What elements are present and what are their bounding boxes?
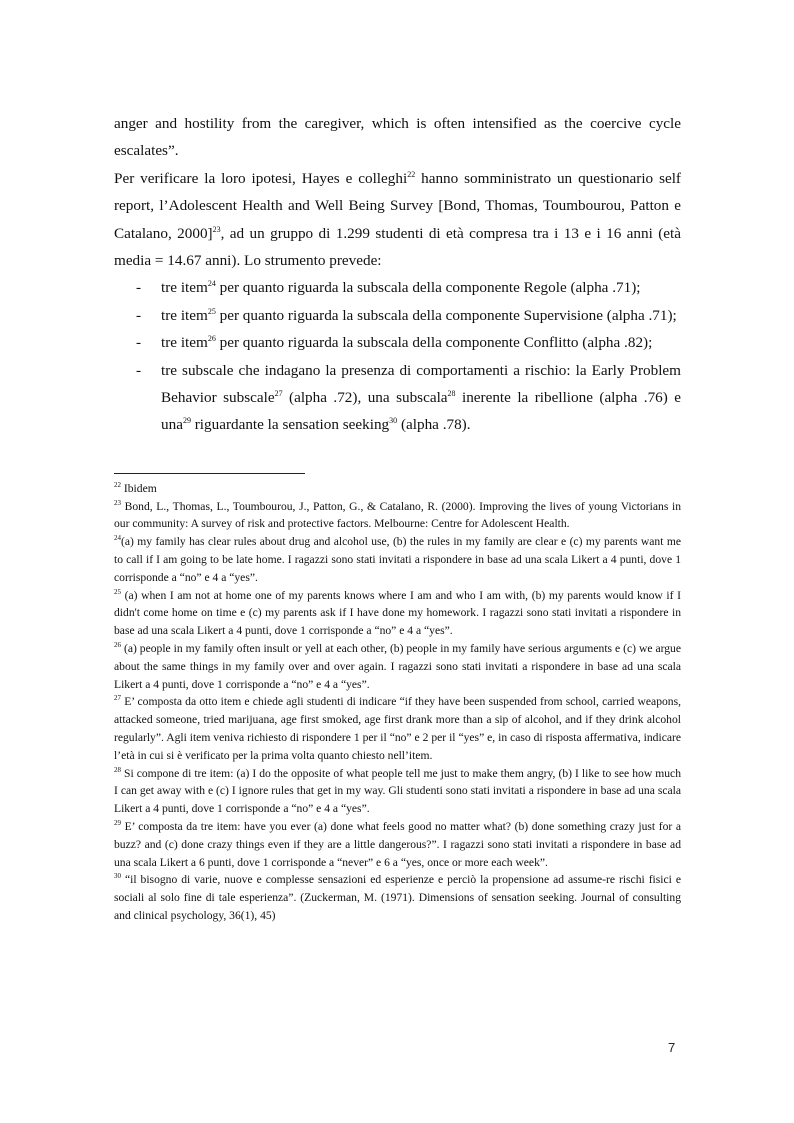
footnote-ref-30: 30 [389, 416, 398, 426]
footnotes [114, 480, 681, 925]
footnote-25: $^{25}$ (a) when I am not at home one of my parents knows where I am and who I am with, (b) my parents would know if I didn't come home on time e (c) my parents ask if I have done my homework. I ragazzi sono stati invitati a rispondere in base ad una scala Likert a 4 punti, dove 1 corrisponde a “no” e 4 a “yes”. [114, 587, 681, 638]
list-item: - tre item$^{24}$ per quanto riguarda la subscala della componente Regole (alpha .71); [136, 279, 641, 297]
footnote-22: $^{22}$ Ibidem [114, 480, 157, 495]
footnote-ref-26: 26 [207, 334, 216, 344]
footnote-ref-27: 27 [274, 389, 283, 399]
list-item: - tre item$^{26}$ per quanto riguarda la subscala della componente Conflitto (alpha .82); [136, 334, 653, 352]
footnote-24: $^{24}$(a) my family has clear rules about drug and alcohol use, (b) the rules in my family are clear e (c) my parents want me to call if I am going to be late home. I ragazzi sono stati invitati a rispondere in base ad una scala Likert a 4 punti, dove 1 corrisponde a “no” e 4 a “yes”. [114, 534, 681, 584]
body-text [114, 110, 681, 439]
footnote-26: $^{26}$ (a) people in my family often insult or yell at each other, (b) people in my family have serious arguments e (c) we argue about the same things in my family over and over again. I ragazzi sono stati invitati a rispondere in base ad una scala Likert a 4 punti, dove 1 corrisponde a “no” e 4 a “yes”. [114, 641, 681, 691]
instrument-list [114, 274, 681, 438]
paragraph-hypothesis: Per verificare la loro ipotesi, Hayes e colleghi$^{22}$ hanno somministrato un questionario self report, l’Adolescent Health and Well Being Survey [Bond, Thomas, Toumbourou, Patton e Catalano, 2000]$^{23}$, ad un gruppo di 1.299 studenti di età compresa tra i 13 e i 16 anni (età media = 14.67 anni). Lo strumento prevede: [114, 169, 681, 270]
document-page [114, 110, 681, 925]
footnote-ref-29: 29 [182, 416, 191, 426]
footnote-28: $^{28}$ Si compone di tre item: (a) I do the opposite of what people tell me just to make them angry, (b) I like to see how much I can get away with e (c) I ignore rules that get in my way. Gli studenti sono stati invitati a rispondere in base ad una scala Likert a 4 punti, dove 1 corrisponde a “no” e 4 a “yes”. [114, 765, 681, 816]
footnote-ref-28: 28 [447, 389, 456, 399]
list-item: - tre item$^{25}$ per quanto riguarda la subscala della componente Supervisione (alpha .71); [136, 306, 677, 324]
page-number: 7 [668, 1040, 676, 1055]
paragraph-quote-end: anger and hostility from the caregiver, which is often intensified as the coercive cycle escalates”. [114, 115, 681, 160]
footnote-30: $^{30}$ “il bisogno di varie, nuove e complesse sensazioni ed esperienze e perciò la propensione ad assume-re rischi fisici e sociali al solo fine di tale esperienza”. (Zuckerman, M. (1971). Dimensions of sensation seeking. Journal of consulting and clinical psychology, 36(1), 45) [114, 872, 681, 922]
footnote-23: $^{23}$ Bond, L., Thomas, L., Toumbourou, J., Patton, G., & Catalano, R. (2000). Improving the lives of young Victorians in our community: A survey of risk and protective factors. Melbourne: Centre for Adolescent Health. [114, 498, 681, 531]
footnote-ref-25: 25 [207, 306, 216, 316]
footnote-ref-22: 22 [407, 169, 416, 179]
footnote-29: $^{29}$ E’ composta da tre item: have you ever (a) done what feels good no matter what? (b) done something crazy just for a buzz? and (c) done crazy things even if they are a little dangerous?”. I ragazzi sono stati invitati a rispondere in base ad una scala Likert a 6 punti, dove 1 corrisponde a “never” e 6 a “yes, once or more each week”. [114, 819, 681, 869]
footnote-divider [114, 473, 305, 474]
list-item: - tre subscale che indagano la presenza di comportamenti a rischio: la Early Problem Behavior subscale$^{27}$ (alpha .72), una subscala$^{28}$ inerente la ribellione (alpha .76) e una$^{29}$ riguardante la sensation seeking$^{30}$ (alpha .78). [136, 361, 682, 434]
footnote-ref-23: 23 [212, 224, 221, 234]
footnote-27: $^{27}$ E’ composta da otto item e chiede agli studenti di indicare “if they have been suspended from school, carried weapons, attacked someone, tried marijuana, age first smoked, age first drank more than a sip of alcohol, and if they drink alcohol regularly”. Agli item veniva richiesto di rispondere 1 per il “no” e 2 per il “yes” e, in caso di risposta affermativa, indicare l’età in cui si è verificato per la prima volta quanto chiesto nell’item. [114, 694, 681, 762]
footnote-ref-24: 24 [207, 279, 216, 289]
